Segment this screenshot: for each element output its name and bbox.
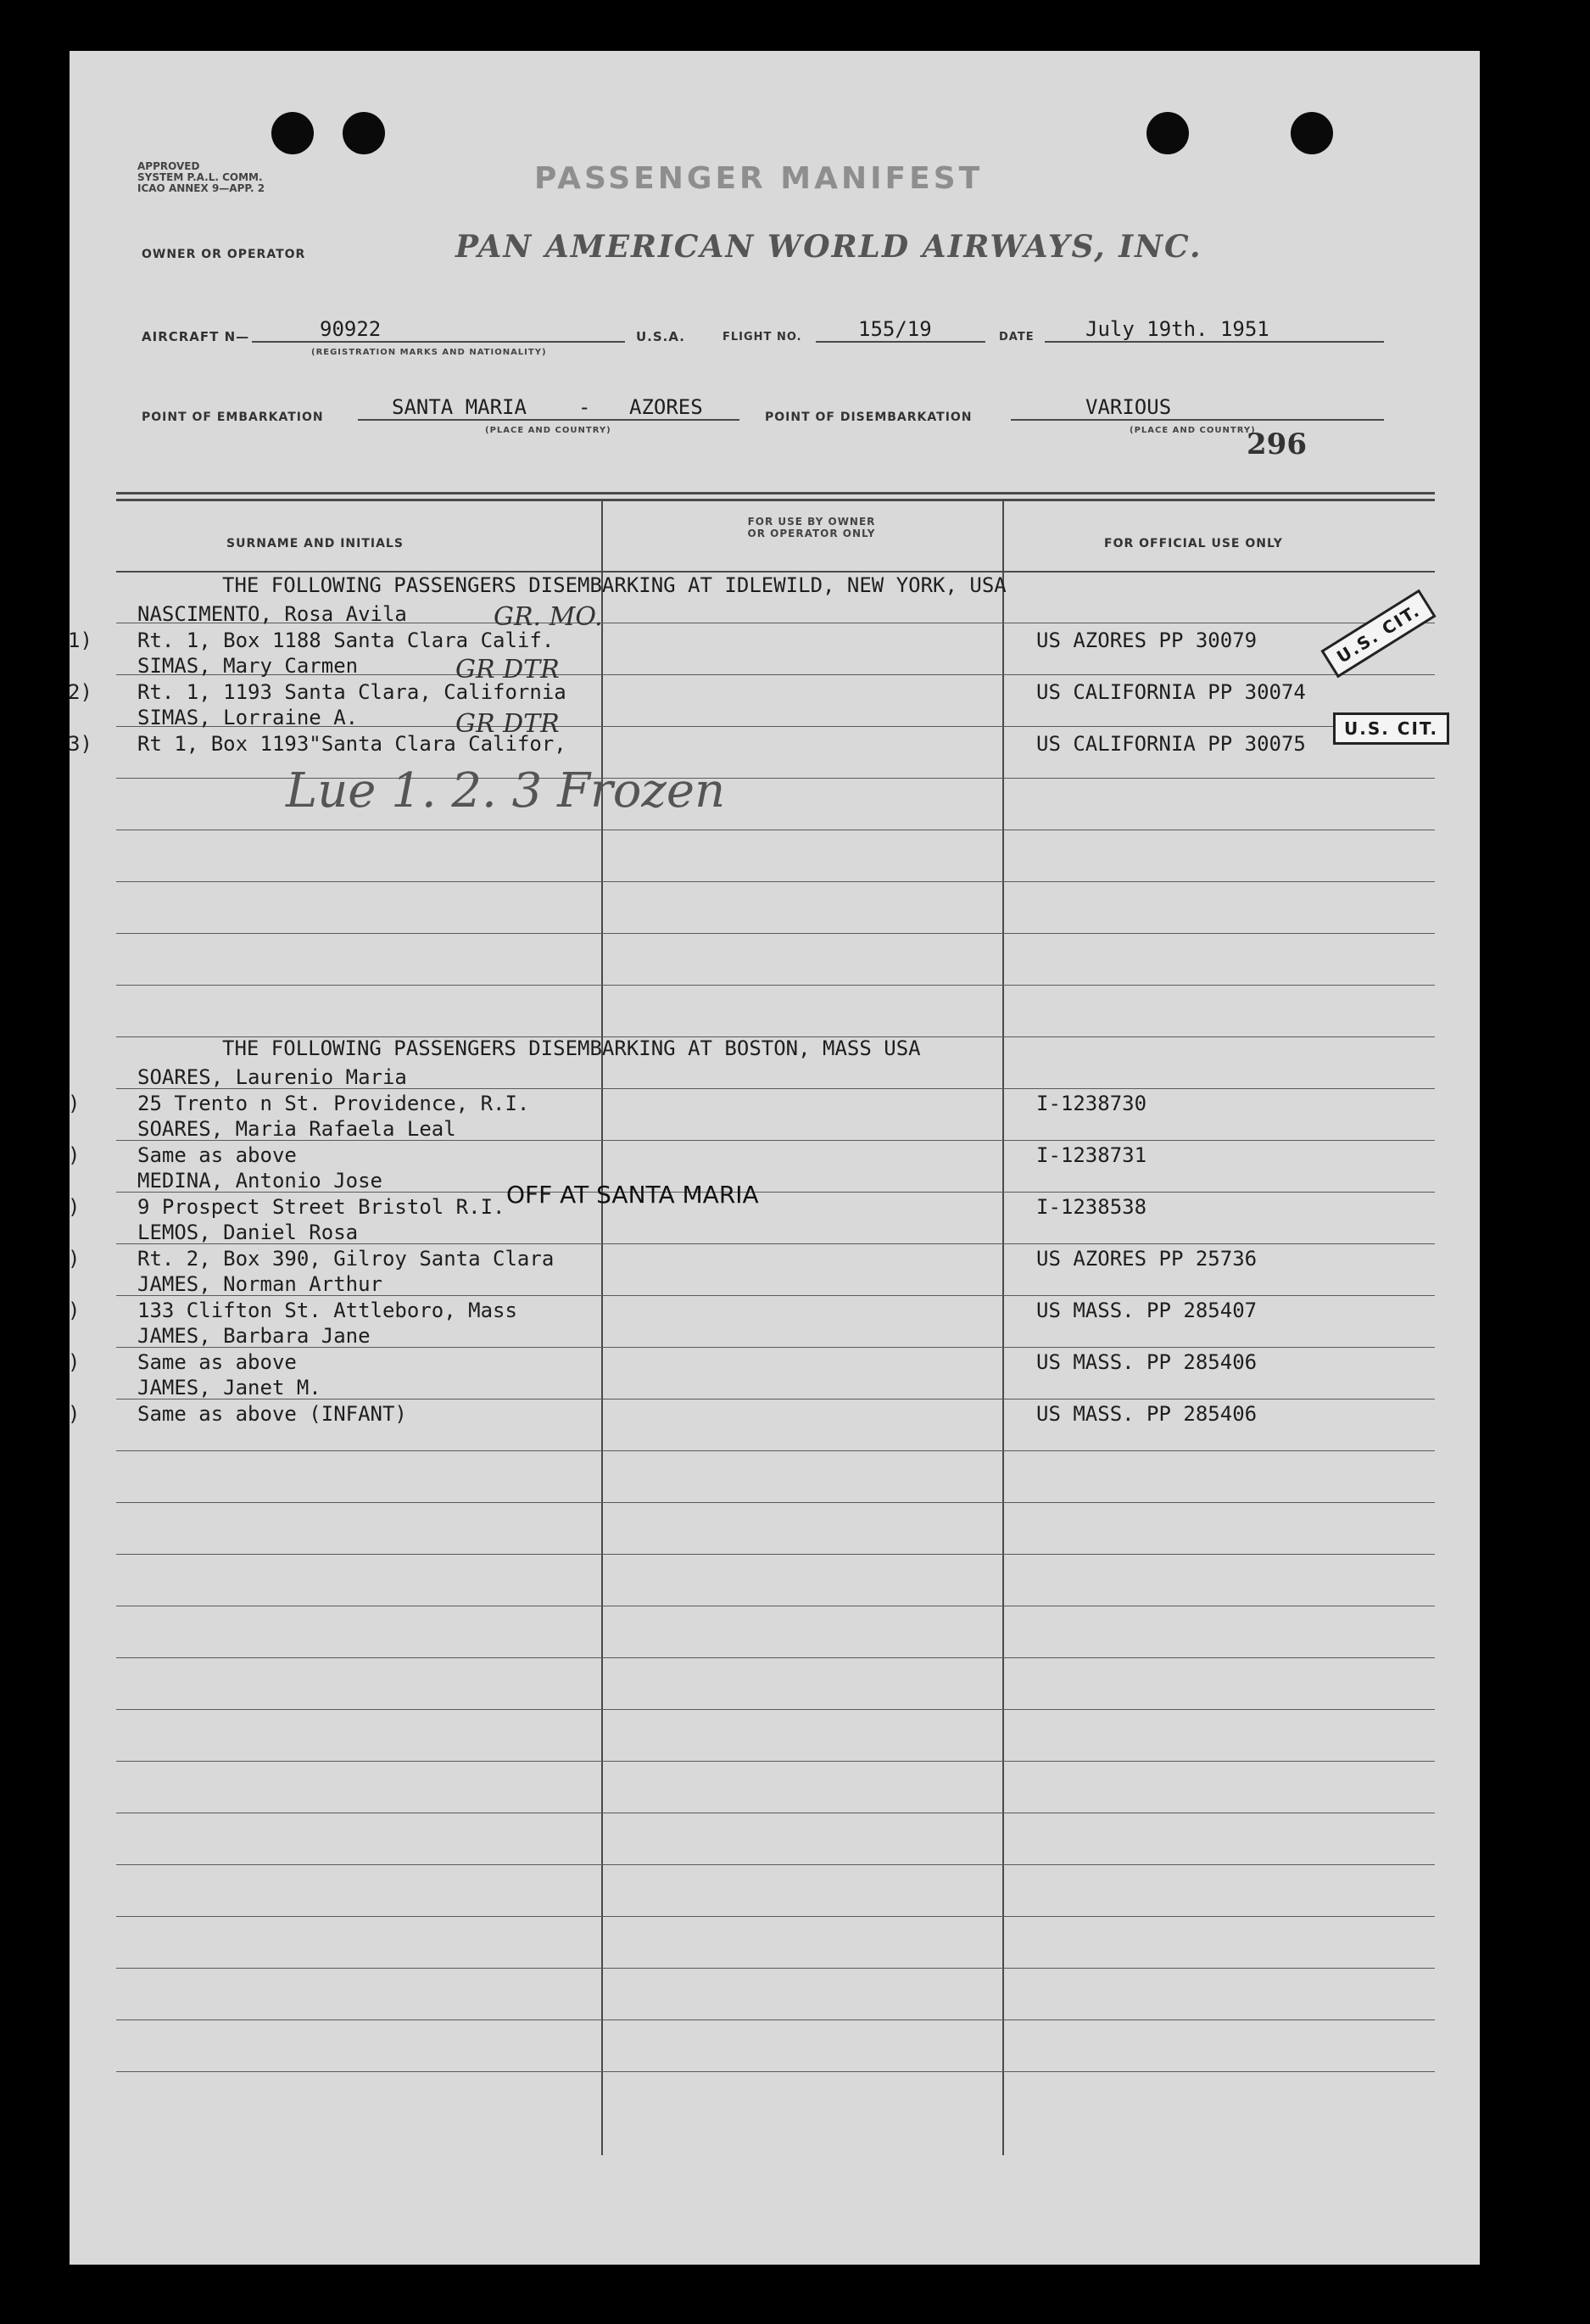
row-number: ) xyxy=(68,1091,81,1115)
passenger-name: SIMAS, Lorraine A. xyxy=(137,706,359,729)
handwritten-note: GR. MO. xyxy=(494,602,603,632)
approved-line: APPROVED xyxy=(137,160,200,172)
disembarkation-label: POINT OF DISEMBARKATION xyxy=(765,411,973,424)
column-header-owner-line2: OR OPERATOR ONLY xyxy=(747,528,876,539)
ruled-line xyxy=(116,933,1435,934)
row-number: ) xyxy=(68,1194,81,1219)
header-rule-bottom xyxy=(116,499,1435,501)
ruled-line xyxy=(116,1916,1435,1917)
ruled-line xyxy=(116,1709,1435,1710)
date-underline xyxy=(1045,341,1384,343)
header-rule-top xyxy=(116,492,1435,494)
official-entry: US CALIFORNIA PP 30075 xyxy=(1036,731,1306,756)
column-divider-2 xyxy=(1002,501,1004,2155)
handwritten-line: Lue 1. 2. 3 Frozen xyxy=(286,763,726,818)
embarkation-label: POINT OF EMBARKATION xyxy=(142,411,324,424)
passenger-address: Rt. 1, Box 1188 Santa Clara Calif. xyxy=(137,628,555,652)
passenger-name: SOARES, Laurenio Maria xyxy=(137,1065,407,1089)
row-number: 2) xyxy=(68,679,92,704)
column-header-rule xyxy=(116,571,1435,573)
flight-number: 155/19 xyxy=(858,317,932,341)
date-label: DATE xyxy=(999,331,1035,344)
passenger-name: JAMES, Janet M. xyxy=(137,1376,321,1399)
ruled-line xyxy=(116,2071,1435,2072)
row-number: ) xyxy=(68,1298,81,1322)
ruled-line xyxy=(116,881,1435,882)
owner-name: PAN AMERICAN WORLD AIRWAYS, INC. xyxy=(455,229,1202,265)
embarkation-dash: - xyxy=(578,395,591,419)
passenger-address: Rt. 1, 1193 Santa Clara, California xyxy=(137,679,566,704)
official-entry: US MASS. PP 285406 xyxy=(1036,1349,1258,1374)
punch-hole-right-1 xyxy=(1146,112,1189,154)
passenger-address: 9 Prospect Street Bristol R.I. xyxy=(137,1194,505,1219)
ruled-line xyxy=(116,1502,1435,1503)
column-header-surname: SURNAME AND INITIALS xyxy=(226,537,404,550)
passenger-address: Rt. 2, Box 390, Gilroy Santa Clara xyxy=(137,1246,555,1271)
official-entry: US AZORES PP 25736 xyxy=(1036,1246,1258,1271)
date-value: July 19th. 1951 xyxy=(1085,317,1269,341)
flight-label: FLIGHT NO. xyxy=(722,331,802,344)
punch-hole-right-2 xyxy=(1291,112,1333,154)
disembarkation-value: VARIOUS xyxy=(1085,395,1172,419)
column-divider-1 xyxy=(601,501,603,2155)
handwritten-note: GR DTR xyxy=(455,709,560,739)
handwritten-note: GR DTR xyxy=(455,655,560,684)
approved-line: ICAO ANNEX 9—APP. 2 xyxy=(137,182,265,194)
flight-underline xyxy=(816,341,985,343)
column-header-official: FOR OFFICIAL USE ONLY xyxy=(1104,537,1283,550)
disembarkation-underline xyxy=(1011,419,1384,421)
page-number: 296 xyxy=(1247,427,1307,461)
owner-label: OWNER OR OPERATOR xyxy=(142,248,306,261)
section1-heading: THE FOLLOWING PASSENGERS DISEMBARKING AT IDLEWILD, NEW YORK, USA xyxy=(222,573,1007,597)
ruled-line xyxy=(116,1450,1435,1451)
ruled-line xyxy=(116,1761,1435,1762)
embarkation-caption: (PLACE AND COUNTRY) xyxy=(485,426,611,435)
official-entry: US AZORES PP 30079 xyxy=(1036,628,1258,652)
usa-label: U.S.A. xyxy=(636,329,685,344)
column-header-owner-line1: FOR USE BY OWNER xyxy=(747,516,876,528)
row-number: ) xyxy=(68,1349,81,1374)
passenger-address: 25 Trento n St. Providence, R.I. xyxy=(137,1091,530,1115)
section2-heading: THE FOLLOWING PASSENGERS DISEMBARKING AT BOSTON, MASS USA xyxy=(222,1036,921,1060)
punch-hole-left-2 xyxy=(343,112,385,154)
row-number: ) xyxy=(68,1142,81,1167)
us-citizen-stamp: U.S. CIT. xyxy=(1320,589,1436,679)
passenger-name: NASCIMENTO, Rosa Avila xyxy=(137,602,407,626)
aircraft-number: 90922 xyxy=(320,317,382,341)
aircraft-caption: (REGISTRATION MARKS AND NATIONALITY) xyxy=(311,348,547,357)
embarkation-country: AZORES xyxy=(629,395,703,419)
punch-hole-left-1 xyxy=(271,112,314,154)
form-title: PASSENGER MANIFEST xyxy=(534,161,984,196)
disembarkation-caption: (PLACE AND COUNTRY) xyxy=(1130,426,1256,435)
ruled-line xyxy=(116,1864,1435,1865)
embarkation-underline xyxy=(358,419,739,421)
passenger-address: Same as above (INFANT) xyxy=(137,1401,407,1426)
passenger-name: SOARES, Maria Rafaela Leal xyxy=(137,1117,456,1141)
column-header-owner xyxy=(642,516,981,539)
official-entry: I-1238731 xyxy=(1036,1142,1147,1167)
passenger-address: Rt 1, Box 1193"Santa Clara Califor, xyxy=(137,731,566,756)
approved-line: SYSTEM P.A.L. COMM. xyxy=(137,171,263,183)
us-citizen-stamp: U.S. CIT. xyxy=(1333,712,1449,745)
passenger-name: LEMOS, Daniel Rosa xyxy=(137,1221,359,1244)
aircraft-underline xyxy=(252,341,625,343)
ruled-line xyxy=(116,1554,1435,1555)
official-entry: US CALIFORNIA PP 30074 xyxy=(1036,679,1306,704)
passenger-address: Same as above xyxy=(137,1142,297,1167)
aircraft-label: AIRCRAFT N— xyxy=(142,329,250,344)
official-entry: US MASS. PP 285406 xyxy=(1036,1401,1258,1426)
passenger-name: MEDINA, Antonio Jose xyxy=(137,1169,382,1193)
embarkation-place: SANTA MARIA xyxy=(392,395,527,419)
passenger-address: Same as above xyxy=(137,1349,297,1374)
official-entry: I-1238730 xyxy=(1036,1091,1147,1115)
official-entry: US MASS. PP 285407 xyxy=(1036,1298,1258,1322)
approved-block xyxy=(137,161,265,194)
manifest-page xyxy=(70,51,1480,2265)
off-at-santa-maria-stamp: OFF AT SANTA MARIA xyxy=(506,1181,759,1209)
passenger-name: JAMES, Barbara Jane xyxy=(137,1324,371,1348)
ruled-line xyxy=(116,1968,1435,1969)
passenger-name: JAMES, Norman Arthur xyxy=(137,1272,382,1296)
ruled-line xyxy=(116,985,1435,986)
row-number: ) xyxy=(68,1246,81,1271)
ruled-line xyxy=(116,1657,1435,1658)
row-number: ) xyxy=(68,1401,81,1426)
row-number: 1) xyxy=(68,628,92,652)
passenger-name: SIMAS, Mary Carmen xyxy=(137,654,359,678)
official-entry: I-1238538 xyxy=(1036,1194,1147,1219)
row-number: 3) xyxy=(68,731,92,756)
passenger-address: 133 Clifton St. Attleboro, Mass xyxy=(137,1298,517,1322)
